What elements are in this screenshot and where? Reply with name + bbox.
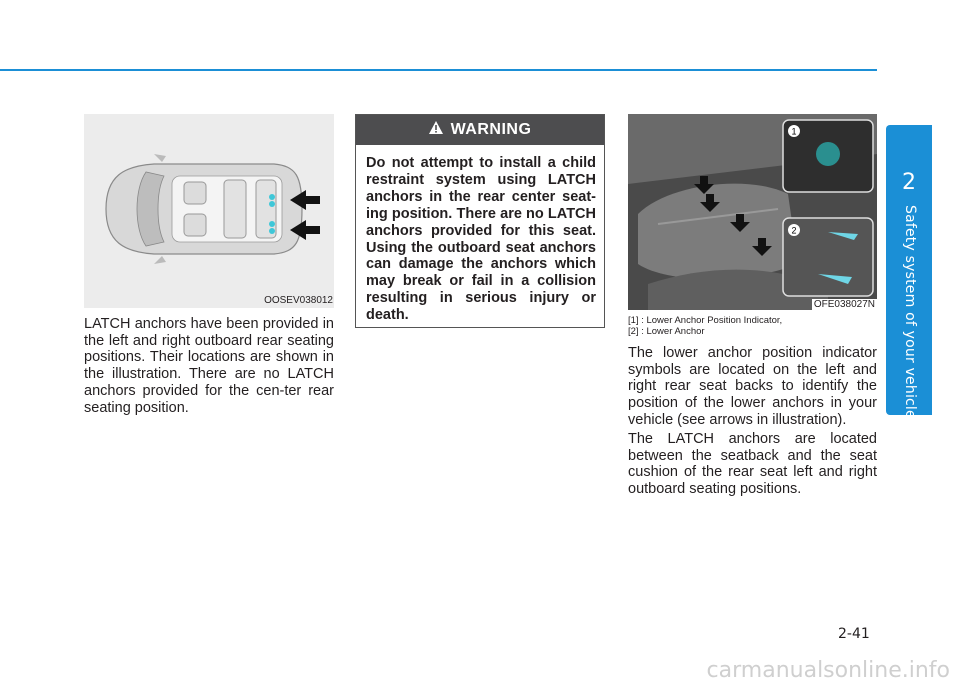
latch-intro-paragraph: LATCH anchors have been provided in the left and right outboard rear seating positions. Their locations are shown in the illustration. There are no LATCH anchors provided for the cen-ter rear seating position. <box>84 316 334 416</box>
caption-line-1: [1] : Lower Anchor Position Indicator, <box>628 315 783 326</box>
warning-box <box>355 114 605 328</box>
chapter-number: 2 <box>902 170 916 195</box>
warning-text: Do not attempt to install a child restraint system using LATCH anchors in the rear center seat-ing position. There are no LATCH anchors provided for this seat. Using the outboard seat anchors can damage the anchors which may break or fail in a collision resulting in serious injury or death. <box>366 155 596 324</box>
indicator-paragraph: The lower anchor position indicator symbols are located on the left and right rear seat backs to identify the position of the lower anchors in your vehicle (see arrows in illustration). <box>628 345 877 428</box>
chapter-tab[interactable] <box>886 125 932 419</box>
callout-1: 1 <box>791 126 797 137</box>
vehicle-top-view-drawing <box>84 114 334 308</box>
figure-caption <box>628 316 878 337</box>
header-rule <box>0 69 877 71</box>
chapter-title: Safety system of your vehicle <box>902 205 918 419</box>
callout-2: 2 <box>791 225 797 236</box>
warning-triangle-icon <box>429 121 443 139</box>
figure-code: OFE038027N <box>813 299 875 310</box>
watermark-text[interactable]: carmanualsonline.info <box>706 658 950 683</box>
warning-heading: WARNING <box>450 121 532 138</box>
page-number: 2-41 <box>838 626 870 642</box>
figure-code: OOSEV038012 <box>264 295 333 306</box>
warning-header <box>356 115 604 145</box>
rear-seat-drawing <box>628 114 877 310</box>
caption-line-2: [2] : Lower Anchor <box>628 325 705 337</box>
vehicle-top-view-illustration <box>84 114 334 308</box>
rear-seat-illustration <box>628 114 877 310</box>
anchor-location-paragraph: The LATCH anchors are located between the seatback and the seat cushion of the rear seat left and right outboard seating positions. <box>628 431 877 498</box>
